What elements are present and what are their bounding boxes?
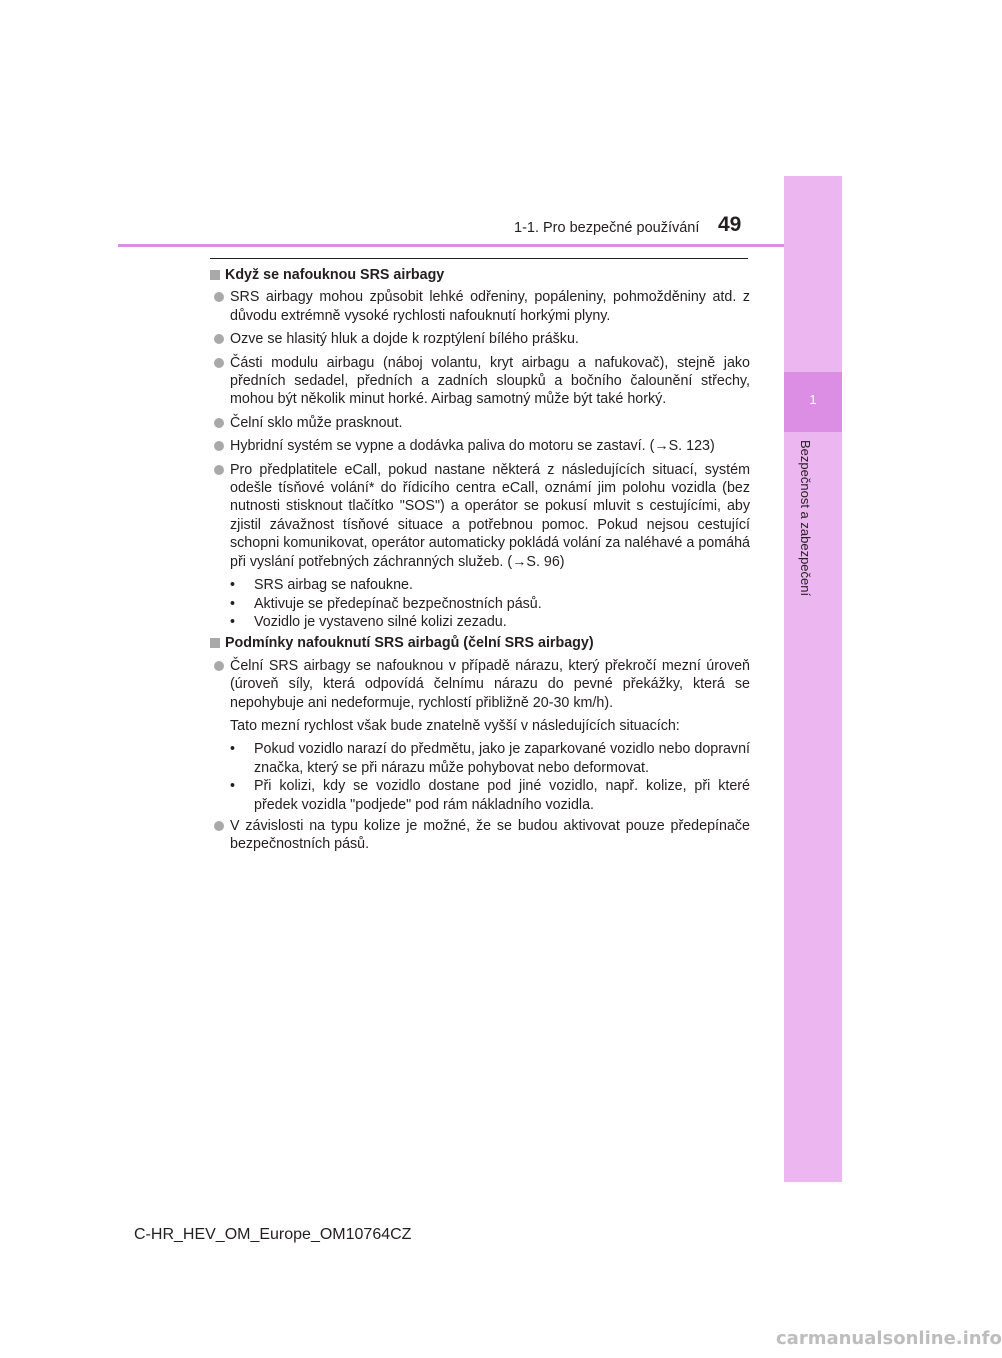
header-rule xyxy=(118,244,784,247)
circle-bullet-icon xyxy=(214,418,224,428)
list-item xyxy=(210,437,750,455)
sub-list-item xyxy=(210,777,750,814)
sub-list-item xyxy=(210,613,750,631)
watermark: carmanualsonline.info xyxy=(776,1328,1002,1349)
list-item xyxy=(210,817,750,854)
sub-list-item-text: Vozidlo je vystaveno silné kolizi zezadu. xyxy=(254,613,507,630)
chapter-title: Bezpečnost a zabezpečení xyxy=(798,440,813,597)
dot-marker: • xyxy=(230,613,236,630)
content-top-rule xyxy=(210,258,748,259)
sub-list-item xyxy=(210,595,750,613)
circle-bullet-icon xyxy=(214,465,224,475)
heading-text: Když se nafouknou SRS airbagy xyxy=(225,267,445,283)
dot-marker: • xyxy=(230,778,236,795)
list-item-text: Části modulu airbagu (náboj volantu, kryt airbagu a nafukovač), stejně jako předních sedadel, předních a zadních sloupků a bočního čalounění střechy, mohou být několik minut horké. Airbag samotný může být také horký. xyxy=(230,354,750,408)
circle-bullet-icon xyxy=(214,292,224,302)
list-item xyxy=(210,354,750,409)
list-item xyxy=(210,414,750,432)
list-item xyxy=(210,330,750,348)
dot-marker: • xyxy=(230,741,236,758)
sub-list-item-text: SRS airbag se nafoukne. xyxy=(254,577,413,594)
list-item xyxy=(210,657,750,712)
page-number: 49 xyxy=(718,213,742,236)
sub-list-item xyxy=(210,740,750,777)
chapter-number: 1 xyxy=(809,392,817,407)
sub-list-item-text: Pokud vozidlo narazí do předmětu, jako je zaparkované vozidlo nebo dopravní značka, který se při nárazu může pohybovat nebo deformovat. xyxy=(254,741,750,776)
list-item xyxy=(210,461,750,571)
document-id: C-HR_HEV_OM_Europe_OM10764CZ xyxy=(134,1226,412,1243)
heading-text: Podmínky nafouknutí SRS airbagů (čelní SRS airbagy) xyxy=(225,635,594,652)
dot-marker: • xyxy=(230,577,236,594)
sub-list xyxy=(210,576,750,631)
list-item-text: Ozve se hlasitý hluk a dojde k rozptýlení bílého prášku. xyxy=(230,331,579,348)
list-item-text: Čelní SRS airbagy se nafouknou v případě nárazu, který překročí mezní úroveň (úroveň síly, která odpovídá čelnímu nárazu do pevné překážky, která se nepohybuje ani nedeformuje, rychlostí přibližně 20-30 km/h). xyxy=(230,657,750,711)
sub-list-item xyxy=(210,576,750,594)
sub-list-item-text: Při kolizi, kdy se vozidlo dostane pod jiné vozidlo, např. kolize, při které předek vozidla "podjede" pod rám nákladního vozidla. xyxy=(254,778,750,813)
list-item xyxy=(210,288,750,325)
section-heading xyxy=(210,266,750,284)
list-item-text: Čelní sklo může prasknout. xyxy=(230,414,403,431)
circle-bullet-icon xyxy=(214,334,224,344)
section-heading xyxy=(210,634,750,652)
section-title: 1-1. Pro bezpečné používání xyxy=(514,220,700,236)
main-content xyxy=(210,266,750,859)
circle-bullet-icon xyxy=(214,358,224,368)
square-bullet-icon xyxy=(210,638,220,648)
list-item-text: SRS airbagy mohou způsobit lehké odřeniny, popáleniny, pohmožděniny atd. z důvodu extrémně vysoké rychlosti nafouknutí horkými plyny. xyxy=(230,289,750,324)
circle-bullet-icon xyxy=(214,821,224,831)
square-bullet-icon xyxy=(210,270,220,280)
paragraph: Tato mezní rychlost však bude znatelně vyšší v následujících situacích: xyxy=(230,717,680,734)
chapter-title-container xyxy=(784,440,842,620)
sub-list xyxy=(210,740,750,814)
circle-bullet-icon xyxy=(214,661,224,671)
sub-list-item-text: Aktivuje se předepínač bezpečnostních pásů. xyxy=(254,595,542,612)
list-item-text: V závislosti na typu kolize je možné, že se budou aktivovat pouze předepínače bezpečnostních pásů. xyxy=(230,817,750,853)
list-item-text: Pro předplatitele eCall, pokud nastane některá z následujících situací, systém odešle tísňové volání* do řídicího centra eCall, oznámí jim polohu vozidla (bez nutnosti stisknout tlačítko "SOS") a operátor se pokusí mluvit s cestujícími, aby zjistil závažnost tísňové situace a potřebnou pomoc. Pokud nejsou cestující schopni komunikovat, operátor automaticky pokládá volání za naléhavé a pomáhá při vyslání potřebných záchranných služeb. (→S. 96) xyxy=(230,461,750,570)
chapter-side-tab xyxy=(784,176,842,1182)
circle-bullet-icon xyxy=(214,441,224,451)
dot-marker: • xyxy=(230,595,236,612)
list-item-text: Hybridní systém se vypne a dodávka paliva do motoru se zastaví. (→S. 123) xyxy=(230,438,715,455)
